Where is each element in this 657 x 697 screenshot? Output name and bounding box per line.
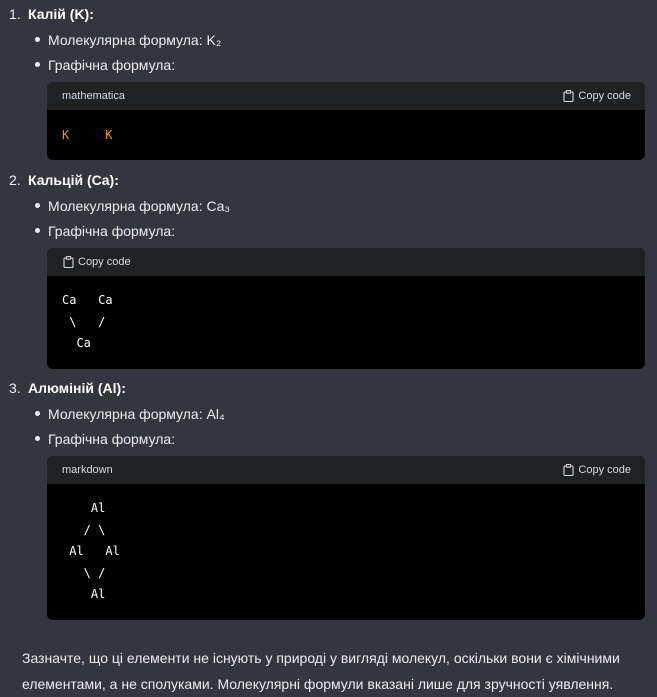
bullet-dot	[35, 228, 40, 233]
code-language: mathematica	[62, 90, 125, 102]
code-block	[47, 82, 645, 160]
code-header	[47, 82, 645, 110]
bullet-dot	[35, 203, 40, 208]
formula-base: K	[206, 32, 216, 48]
list-item-header	[0, 0, 657, 28]
formula-label: Молекулярна формула:	[48, 198, 207, 214]
formula-subscript: ₂	[215, 32, 222, 48]
list-item-header	[0, 374, 657, 402]
clipboard-icon	[63, 256, 74, 268]
code-block	[47, 248, 645, 369]
list-item-aluminium	[0, 374, 657, 620]
bullet-dot	[35, 411, 40, 416]
copy-code-button[interactable]	[563, 456, 631, 484]
formula-subscript: ₃	[224, 198, 231, 214]
bullet-dot	[35, 37, 40, 42]
clipboard-icon	[563, 90, 574, 102]
list-number: 1.	[9, 6, 21, 22]
code-content: Al / \ Al Al \ / Al	[69, 501, 120, 601]
bullet-molecular-formula	[0, 402, 657, 427]
bullet-molecular-formula	[0, 28, 657, 53]
list-item-header	[0, 166, 657, 194]
code-token: K	[62, 128, 70, 142]
list-item-title: Алюміній (Al):	[28, 380, 126, 396]
formula-subscript: ₄	[218, 406, 225, 422]
clipboard-icon	[563, 464, 574, 476]
graphic-formula-label: Графічна формула:	[48, 223, 176, 239]
bullet-graphic-formula	[0, 53, 657, 78]
list-item-calcium	[0, 166, 657, 369]
code-language: markdown	[62, 464, 113, 476]
code-block	[47, 456, 645, 620]
code-header	[47, 248, 645, 276]
copy-code-button[interactable]	[63, 248, 131, 276]
code-token: K	[105, 128, 113, 142]
copy-code-button[interactable]	[563, 82, 631, 110]
list-number: 3.	[9, 380, 21, 396]
formula-label: Молекулярна формула:	[48, 32, 207, 48]
bullet-graphic-formula	[0, 427, 657, 452]
code-content	[47, 110, 645, 160]
formula-base: Ca	[206, 198, 225, 214]
code-header	[47, 456, 645, 484]
graphic-formula-label: Графічна формула:	[48, 431, 176, 447]
list-item-title: Кальцій (Ca):	[28, 172, 119, 188]
bullet-graphic-formula	[0, 219, 657, 244]
graphic-formula-label: Графічна формула:	[48, 57, 176, 73]
formula-base: Al	[206, 406, 219, 422]
bullet-dot	[35, 62, 40, 67]
copy-code-label: Copy code	[578, 464, 631, 476]
formula-label: Молекулярна формула:	[48, 406, 207, 422]
bullet-dot	[35, 436, 40, 441]
list-number: 2.	[9, 172, 21, 188]
closing-note: Зазначте, що ці елементи не існують у природі у вигляді молекул, оскільки вони є хімічними елементами, а не сполуками. Молекулярні формули вказані лише для зручності уявлення.	[22, 650, 620, 692]
list-item-title: Калій (K):	[28, 6, 94, 22]
code-content: Ca Ca \ / Ca	[62, 293, 113, 350]
list-item-potassium	[0, 0, 657, 160]
copy-code-label: Copy code	[578, 90, 631, 102]
bullet-molecular-formula	[0, 194, 657, 219]
copy-code-label: Copy code	[78, 256, 131, 268]
